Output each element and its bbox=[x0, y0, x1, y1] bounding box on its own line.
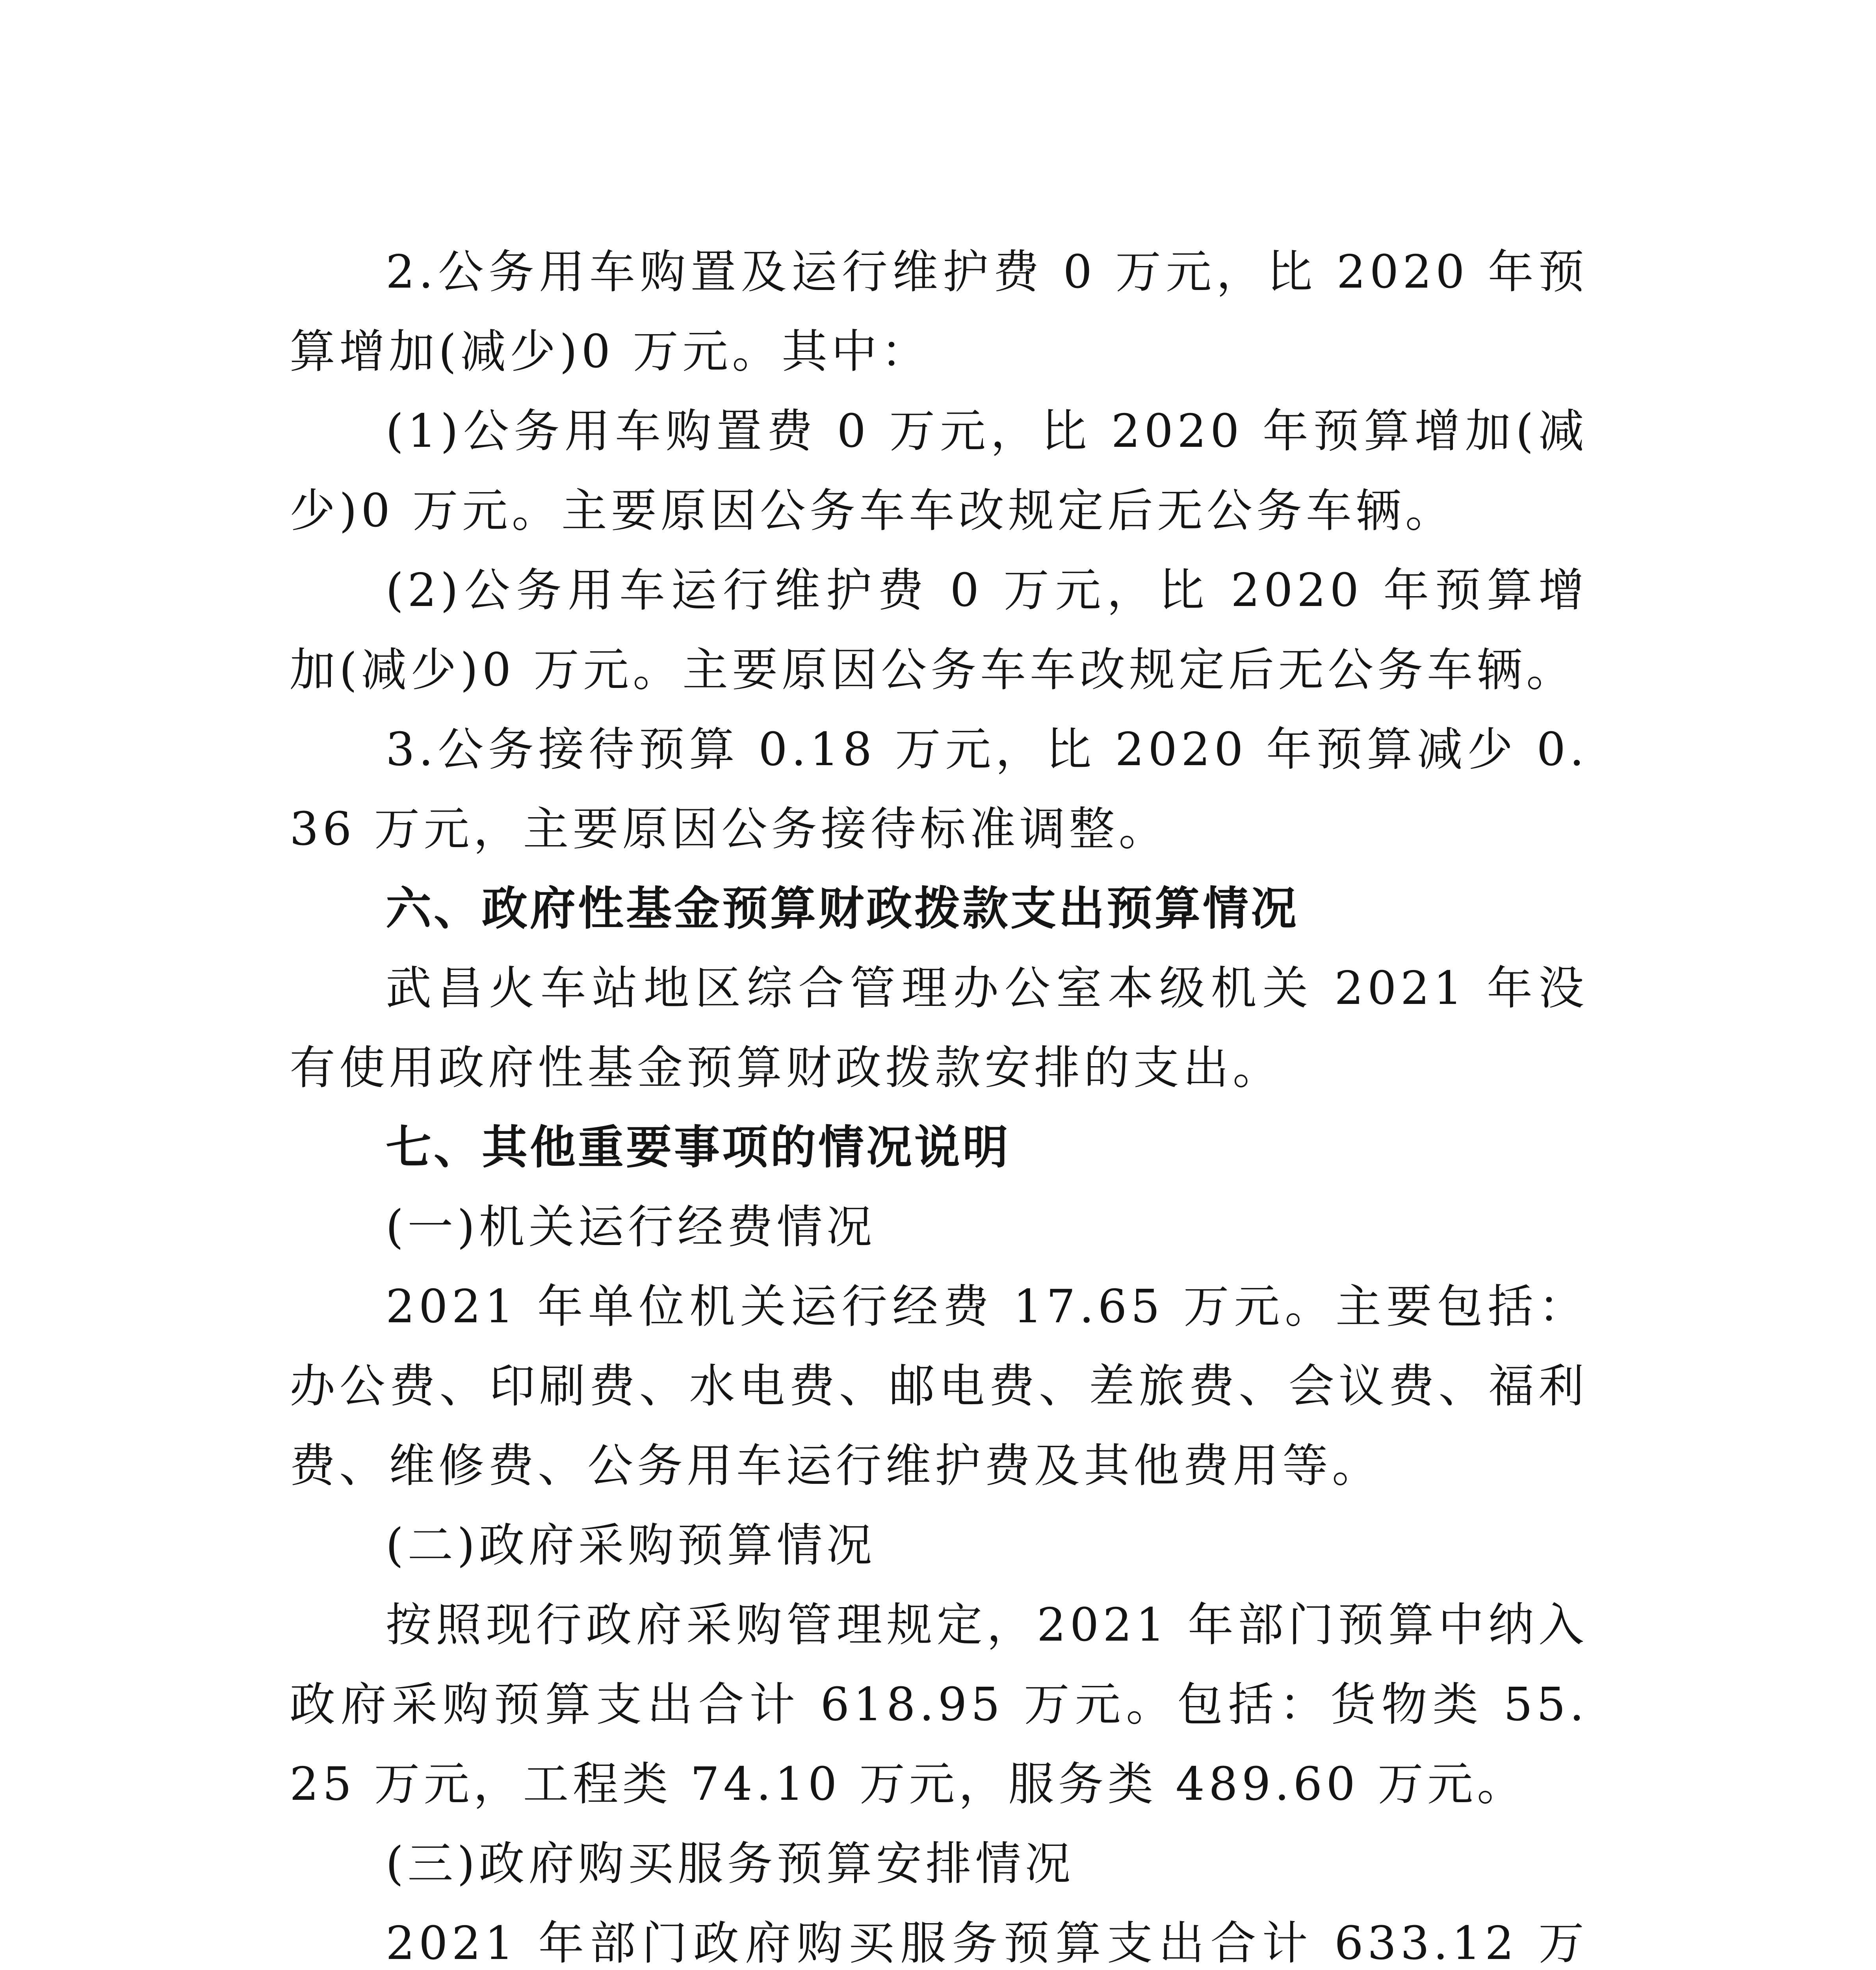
section-heading-fund-budget: 六、政府性基金预算财政拨款支出预算情况 bbox=[386, 882, 1299, 935]
paragraph-vehicle-maintenance: (2)公务用车运行维护费 0 万元，比 2020 年预算增加(减少)0 万元。主要原因公务车车改规定后无公务车辆。 bbox=[290, 564, 1588, 697]
subheading-purchased-services: (三)政府购买服务预算安排情况 bbox=[386, 1837, 1075, 1890]
document-page bbox=[290, 232, 1588, 1970]
paragraph-operating-costs: 2021 年单位机关运行经费 17.65 万元。主要包括：办公费、印刷费、水电费、邮电费、差旅费、会议费、福利费、维修费、公务用车运行维护费及其他费用等。 bbox=[290, 1280, 1588, 1492]
paragraph-purchased-services: 2021 年部门政府购买服务预算支出合计 633.12 万 bbox=[386, 1917, 1588, 1970]
paragraph-procurement: 按照现行政府采购管理规定，2021 年部门预算中纳入政府采购预算支出合计 618.95 万元。包括：货物类 55.25 万元，工程类 74.10 万元，服务类 489.60 万元。 bbox=[290, 1598, 1588, 1811]
paragraph-fund-budget: 武昌火车站地区综合管理办公室本级机关 2021 年没有使用政府性基金预算财政拨款安排的支出。 bbox=[290, 962, 1588, 1095]
paragraph-vehicle-costs: 2.公务用车购置及运行维护费 0 万元，比 2020 年预算增加(减少)0 万元。其中： bbox=[290, 245, 1588, 378]
subheading-operating-costs: (一)机关运行经费情况 bbox=[386, 1201, 876, 1254]
paragraph-vehicle-purchase: (1)公务用车购置费 0 万元，比 2020 年预算增加(减少)0 万元。主要原因公务车车改规定后无公务车辆。 bbox=[290, 405, 1588, 537]
section-heading-other-matters: 七、其他重要事项的情况说明 bbox=[386, 1121, 1010, 1174]
paragraph-reception-budget: 3.公务接待预算 0.18 万元，比 2020 年预算减少 0.36 万元，主要原因公务接待标准调整。 bbox=[290, 723, 1588, 856]
subheading-procurement: (二)政府采购预算情况 bbox=[386, 1519, 876, 1572]
